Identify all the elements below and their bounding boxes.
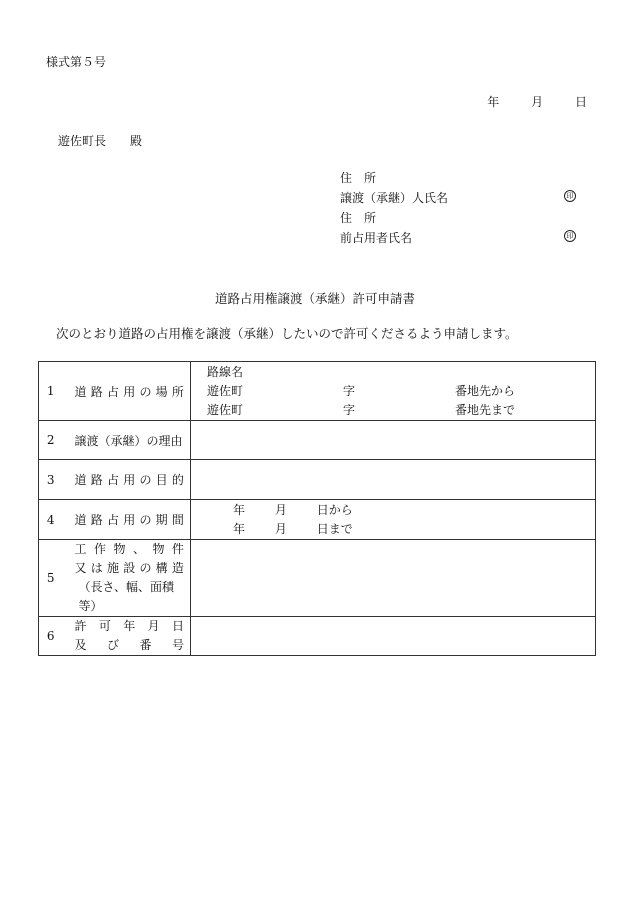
addressee: 遊佐町長 殿	[58, 134, 143, 148]
previous-occupant-name: 前占用者氏名 印	[340, 229, 580, 246]
location-to: 遊佐町 字 番地先まで	[207, 402, 516, 417]
table-row	[39, 500, 596, 540]
applicant-address-1: 住 所	[340, 171, 377, 185]
label-line: 許 可 年 月 日	[74, 619, 184, 633]
seal-mark-icon: 印	[564, 230, 576, 242]
structure-cell[interactable]	[191, 540, 596, 617]
transferee-name: 譲渡（承継）人氏名 印	[340, 189, 580, 206]
location-from: 遊佐町 字 番地先から	[207, 383, 516, 398]
row-number: 4	[39, 500, 63, 540]
document-title: 道路占用権譲渡（承継）許可申請書	[214, 291, 415, 306]
date-month: 月	[531, 95, 544, 109]
row-label	[63, 617, 191, 656]
period-cell[interactable]	[191, 500, 596, 540]
label-spaced: 道 路 占 用 の 目 的	[74, 473, 184, 487]
row-number: 1	[39, 362, 63, 421]
reason-cell[interactable]	[191, 421, 596, 460]
row-number: 3	[39, 460, 63, 500]
label-spaced: 道 路 占 用 の 場 所	[74, 384, 184, 399]
table-row	[39, 540, 596, 617]
period-from: 年 月 日から	[233, 502, 353, 517]
period-to: 年 月 日まで	[233, 521, 353, 536]
label-line: （長さ、幅、面積等）	[78, 580, 175, 613]
label-spaced: 道 路 占 用 の 期 間	[74, 513, 184, 527]
seal-mark-icon: 印	[564, 190, 576, 202]
form-number: 様式第５号	[46, 55, 107, 69]
label-line: 工 作 物 、 物 件	[74, 542, 184, 556]
table-row	[39, 617, 596, 656]
row-number: 5	[39, 540, 63, 617]
row-label	[63, 540, 191, 617]
date-line	[487, 93, 587, 110]
date-year: 年	[487, 95, 500, 109]
row-number: 2	[39, 421, 63, 460]
row-label: 譲渡（承継）の理由	[63, 421, 191, 460]
applicant-address-2: 住 所	[340, 211, 377, 225]
row-number: 6	[39, 617, 63, 656]
intro-text: 次のとおり道路の占用権を譲渡（承継）したいので許可くださるよう申請します。	[56, 326, 518, 341]
date-day: 日	[574, 95, 587, 109]
route-name: 路線名	[207, 364, 244, 379]
application-table	[38, 361, 596, 656]
row-label	[63, 362, 191, 421]
label-line: 又 は 施 設 の 構 造	[74, 561, 184, 575]
location-cell[interactable]	[191, 362, 596, 421]
row-label	[63, 460, 191, 500]
label-line: 及 び 番 号	[74, 638, 184, 652]
purpose-cell[interactable]	[191, 460, 596, 500]
row-label	[63, 500, 191, 540]
table-row	[39, 421, 596, 460]
table-row	[39, 460, 596, 500]
permit-cell[interactable]	[191, 617, 596, 656]
table-row	[39, 362, 596, 421]
